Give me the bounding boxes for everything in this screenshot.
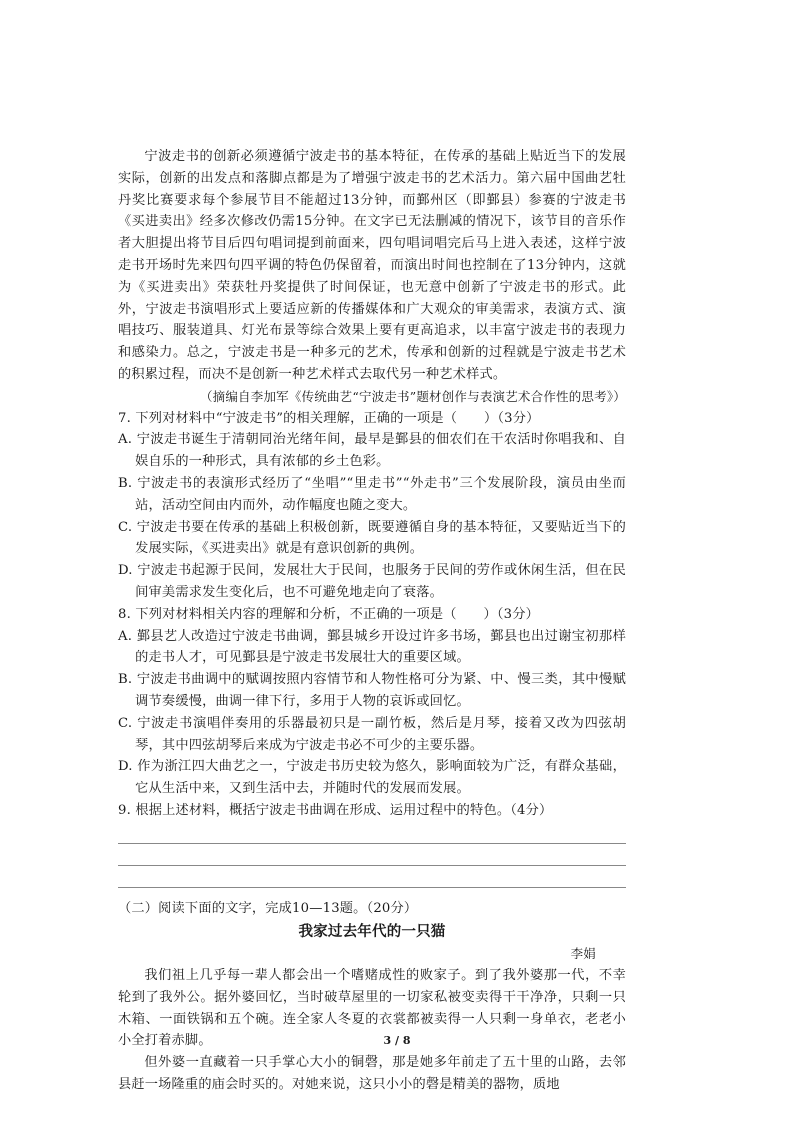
- passage-source: （摘编自李加军《传统曲艺“宁波走书”题材创作与表演艺术合作性的思考》）: [199, 388, 626, 404]
- page-content: [118, 146, 626, 1096]
- answer-line: [118, 824, 626, 844]
- question-7-option-b: B. 宁波走书的表演形式经历了“坐唱”“里走书”“外走书”三个发展阶段，演员由坐而站，活动空间由内而外，动作幅度也随之变大。: [118, 475, 626, 513]
- answer-line: [118, 846, 626, 866]
- question-8-option-a: A. 鄞县艺人改造过宁波走书曲调，鄞县城乡开设过许多书场，鄞县也出过谢宝初那样的走书人才，可见鄞县是宁波走书发展壮大的重要区域。: [118, 628, 626, 666]
- article-author: 李娟: [570, 946, 596, 962]
- question-9-stem: 9. 根据上述材料，概括宁波走书曲调在形成、运用过程中的特色。（4分）: [118, 802, 553, 818]
- article-paragraph: 我们祖上几乎每一辈人都会出一个嗜赌成性的败家子。到了我外婆那一代，不幸轮到了我外公。据外婆回忆，当时破草屋里的一切家私被变卖得干干净净，只剩一只木箱、一面铁锅和五个碗。连全家人冬夏的衣裳都被卖得一人只剩一身单衣，老老小小全打着赤脚。: [118, 968, 626, 1049]
- question-7-option-d: D. 宁波走书起源于民间，发展壮大于民间，也服务于民间的劳作或休闲生活，但在民间审美需求发生变化后，也不可避免地走向了衰落。: [118, 563, 626, 600]
- section-2-heading: （二）阅读下面的文字，完成10—13题。（20分）: [118, 900, 418, 916]
- question-8-option-d: D. 作为浙江四大曲艺之一，宁波走书历史较为悠久，影响面较为广泛，有群众基础，它从生活中来，又到生活中去，并随时代的发展而发展。: [118, 759, 626, 797]
- question-7-option-a: A. 宁波走书诞生于清朝同治光绪年间，最早是鄞县的佃农们在干农活时你唱我和、自娱自乐的一种形式，具有浓郁的乡土色彩。: [118, 432, 626, 470]
- page-number: 3 / 8: [383, 1034, 411, 1047]
- article-paragraph: 但外婆一直藏着一只手掌心大小的铜磬，那是她多年前走了五十里的山路，去邻县赶一场隆重的庙会时买的。对她来说，这只小小的磬是精美的器物，质地: [118, 1055, 626, 1093]
- question-7-option-c: C. 宁波走书要在传承的基础上积极创新，既要遵循自身的基本特征，又要贴近当下的发展实际，《买进卖出》就是有意识创新的典例。: [118, 519, 626, 557]
- question-8-option-b: B. 宁波走书曲调中的赋调按照内容情节和人物性格可分为紧、中、慢三类，其中慢赋调节奏缓慢，曲调一律下行，多用于人物的哀诉或回忆。: [118, 672, 626, 709]
- answer-line: [118, 868, 626, 888]
- question-7-stem: 7. 下列对材料中“宁波走书”的相关理解，正确的一项是（ ）（3分）: [118, 410, 540, 426]
- article-title: 我家过去年代的一只猫: [298, 923, 446, 940]
- question-8-stem: 8. 下列对材料相关内容的理解和分析，不正确的一项是（ ）（3分）: [118, 606, 539, 622]
- question-8-option-c: C. 宁波走书演唱伴奏用的乐器最初只是一副竹板，然后是月琴，接着又改为四弦胡琴，其中四弦胡琴后来成为宁波走书必不可少的主要乐器。: [118, 715, 626, 753]
- passage-paragraph: 宁波走书的创新必须遵循宁波走书的基本特征，在传承的基础上贴近当下的发展实际，创新的出发点和落脚点都是为了增强宁波走书的艺术活力。第六届中国曲艺牡丹奖比赛要求每个参展节目不能超过13分钟，而鄞州区（即鄞县）参赛的宁波走书《买进卖出》经多次修改仍需15分钟。在文字已无法删减的情况下，该节目的音乐作者大胆提出将节目后四句唱词提到前面来，四句唱词唱完后马上进入表述，这样宁波走书开场时先来四句四平调的特色仍保留着，而演出时间也控制在了13分钟内，这就为《买进卖出》荣获牡丹奖提供了时间保证，也无意中创新了宁波走书的形式。此外，宁波走书演唱形式上要适应新的传播媒体和广大观众的审美需求，表演方式、演唱技巧、服装道具、灯光布景等综合效果上要有更高追求，以丰富宁波走书的表现力和感染力。总之，宁波走书是一种多元的艺术，传承和创新的过程就是宁波走书艺术的积累过程，而决不是创新一种艺术样式去取代另一种艺术样式。: [118, 149, 626, 382]
